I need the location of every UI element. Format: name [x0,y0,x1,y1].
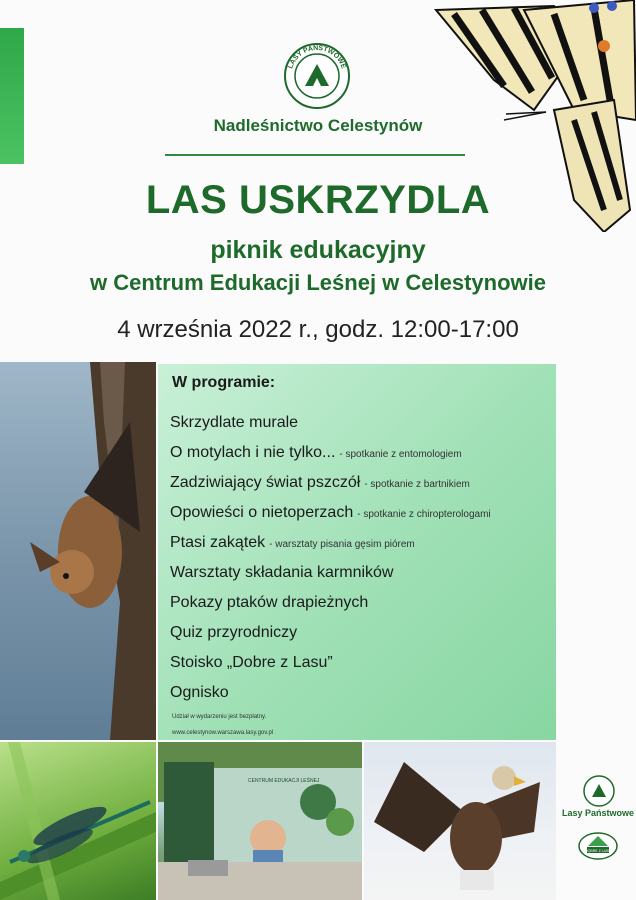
building-sign: CENTRUM EDUKACJI LEŚNEJ [248,778,320,784]
website-link[interactable]: www.celestynow.warszawa.lasy.gov.pl [172,730,274,736]
divider [165,154,465,156]
eagle-photo [364,742,556,900]
program-item-note: - spotkanie z entomologiem [339,449,462,460]
program-item-title: Skrzydlate murale [170,414,299,431]
program-item-title: Warsztaty składania karmników [170,564,394,581]
free-entry-note: Udział w wydarzeniu jest bezpłatny. [172,714,267,720]
program-heading: W programie: [172,374,276,391]
program-item-note: - warsztaty pisania gęsim piórem [269,539,415,550]
program-item [170,498,491,528]
event-subtitle: piknik edukacyjny [210,236,426,264]
program-item [170,438,491,468]
program-item-title: Pokazy ptaków drapieżnych [170,594,369,611]
program-item [170,558,491,588]
program-item [170,408,491,438]
program-item [170,618,491,648]
program-item-title: Stoisko „Dobre z Lasu” [170,654,333,671]
program-list [170,408,491,708]
lasy-panstwowe-logo-icon [283,42,351,110]
program-item [170,678,491,708]
program-item-title: Quiz przyrodniczy [170,624,298,641]
logo-ring-text: LASY PAŃSTWOWE [287,44,347,70]
lasy-panstwowe-logo-icon [583,775,615,807]
program-item-note: - spotkanie z bartnikiem [364,479,470,490]
program-item-note: - spotkanie z chiropterologami [357,509,491,520]
event-location: w Centrum Edukacji Leśnej w Celestynowie [89,270,547,295]
program-item-title: Opowieści o nietoperzach [170,504,354,521]
program-item [170,588,491,618]
program-panel [158,364,556,740]
program-item-title: Ognisko [170,684,229,701]
dragonfly-photo [0,742,156,900]
event-date: 4 września 2022 r., godz. 12:00-17:00 [117,316,519,343]
program-item-title: O motylach i nie tylko... [170,444,336,461]
program-item [170,528,491,558]
program-item-title: Zadziwiający świat pszczół [170,474,361,491]
lasy-panstwowe-label: Lasy Państwowe [561,808,635,818]
education-center-photo [158,742,362,900]
dobre-z-lasu-label: DOBRE Z LASU [585,849,611,853]
bat-photo [0,362,156,740]
program-item-title: Ptasi zakątek [170,534,266,551]
organization-name: Nadleśnictwo Celestynów [213,116,423,135]
green-accent-bar [0,28,24,164]
program-item [170,648,491,678]
event-title: LAS USKRZYDLA [145,178,491,222]
dobre-z-lasu-icon [578,832,618,860]
program-item [170,468,491,498]
